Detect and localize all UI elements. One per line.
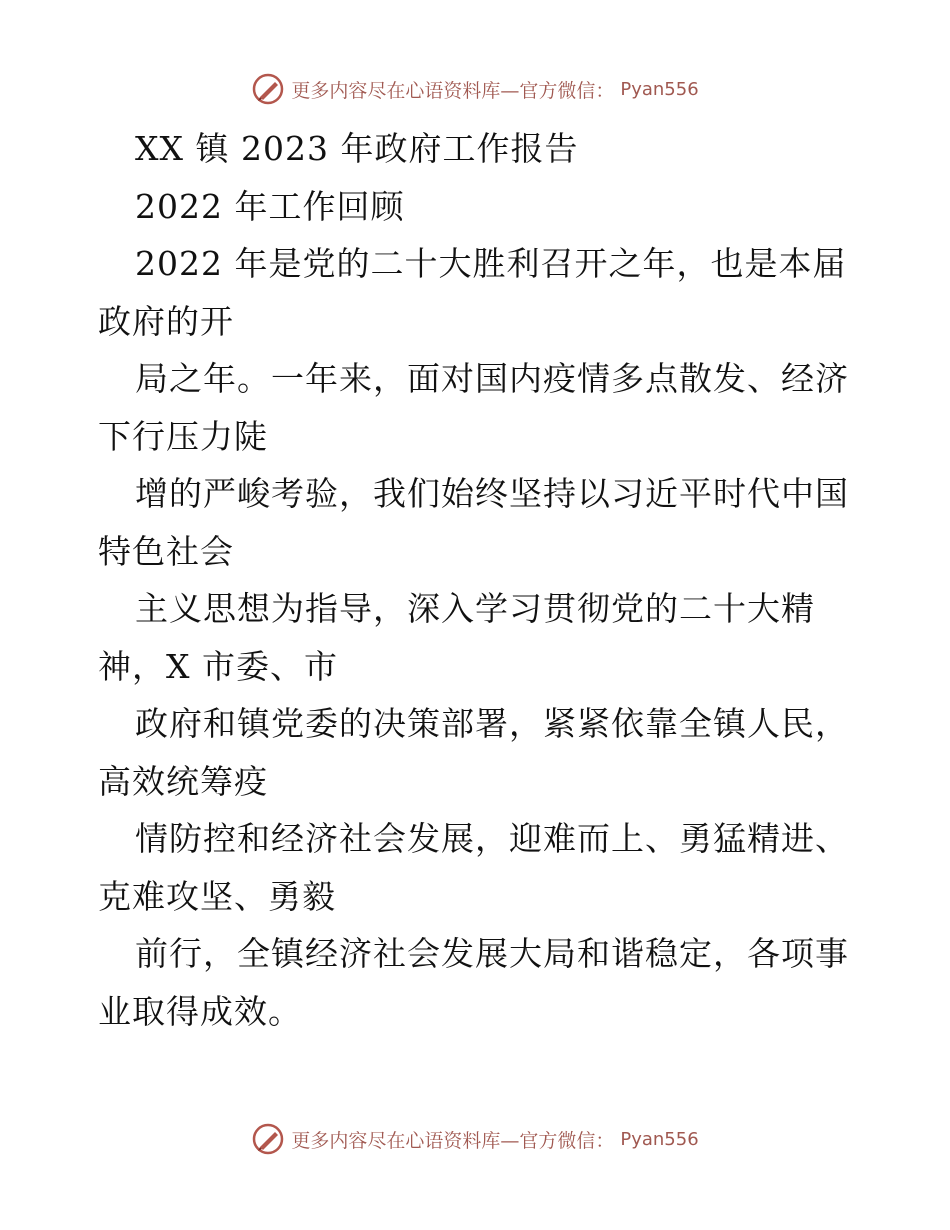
document-line: 2022 年工作回顾 <box>135 186 405 226</box>
footer-watermark-banner <box>0 1122 950 1156</box>
footer-watermark-id: Pyan556 <box>620 1128 699 1150</box>
document-line: 前行，全镇经济社会发展大局和谐稳定，各项事 <box>135 934 849 973</box>
document-line: 政府和镇党委的决策部署，紧紧依靠全镇人民， <box>135 704 849 743</box>
document-line: 政府的开 <box>98 301 234 341</box>
header-watermark-banner <box>0 72 950 106</box>
document-line: 增的严峻考验，我们始终坚持以习近平时代中国 <box>135 474 849 513</box>
document-line: 主义思想为指导，深入学习贯彻党的二十大精 <box>135 589 815 628</box>
quill-logo-icon <box>251 1122 285 1156</box>
document-line: 特色社会 <box>98 531 234 571</box>
document-line: 克难攻坚、勇毅 <box>98 876 336 916</box>
document-line: 情防控和经济社会发展，迎难而上、勇猛精进、 <box>135 819 849 858</box>
document-line: 2022 年是党的二十大胜利召开之年，也是本届 <box>135 244 847 283</box>
quill-logo-icon <box>251 72 285 106</box>
document-line: 下行压力陡 <box>98 416 268 456</box>
header-watermark-text: 更多内容尽在心语资料库—官方微信： <box>291 79 615 102</box>
document-line: 高效统筹疫 <box>98 761 268 801</box>
document-line: 神，X 市委、市 <box>98 646 338 686</box>
document-line: XX 镇 2023 年政府工作报告 <box>135 129 579 168</box>
document-line: 业取得成效。 <box>98 991 302 1031</box>
footer-watermark-text: 更多内容尽在心语资料库—官方微信： <box>291 1129 615 1152</box>
document-body <box>98 120 858 1040</box>
header-watermark-id: Pyan556 <box>620 78 699 100</box>
document-line: 局之年。一年来，面对国内疫情多点散发、经济 <box>135 359 849 398</box>
